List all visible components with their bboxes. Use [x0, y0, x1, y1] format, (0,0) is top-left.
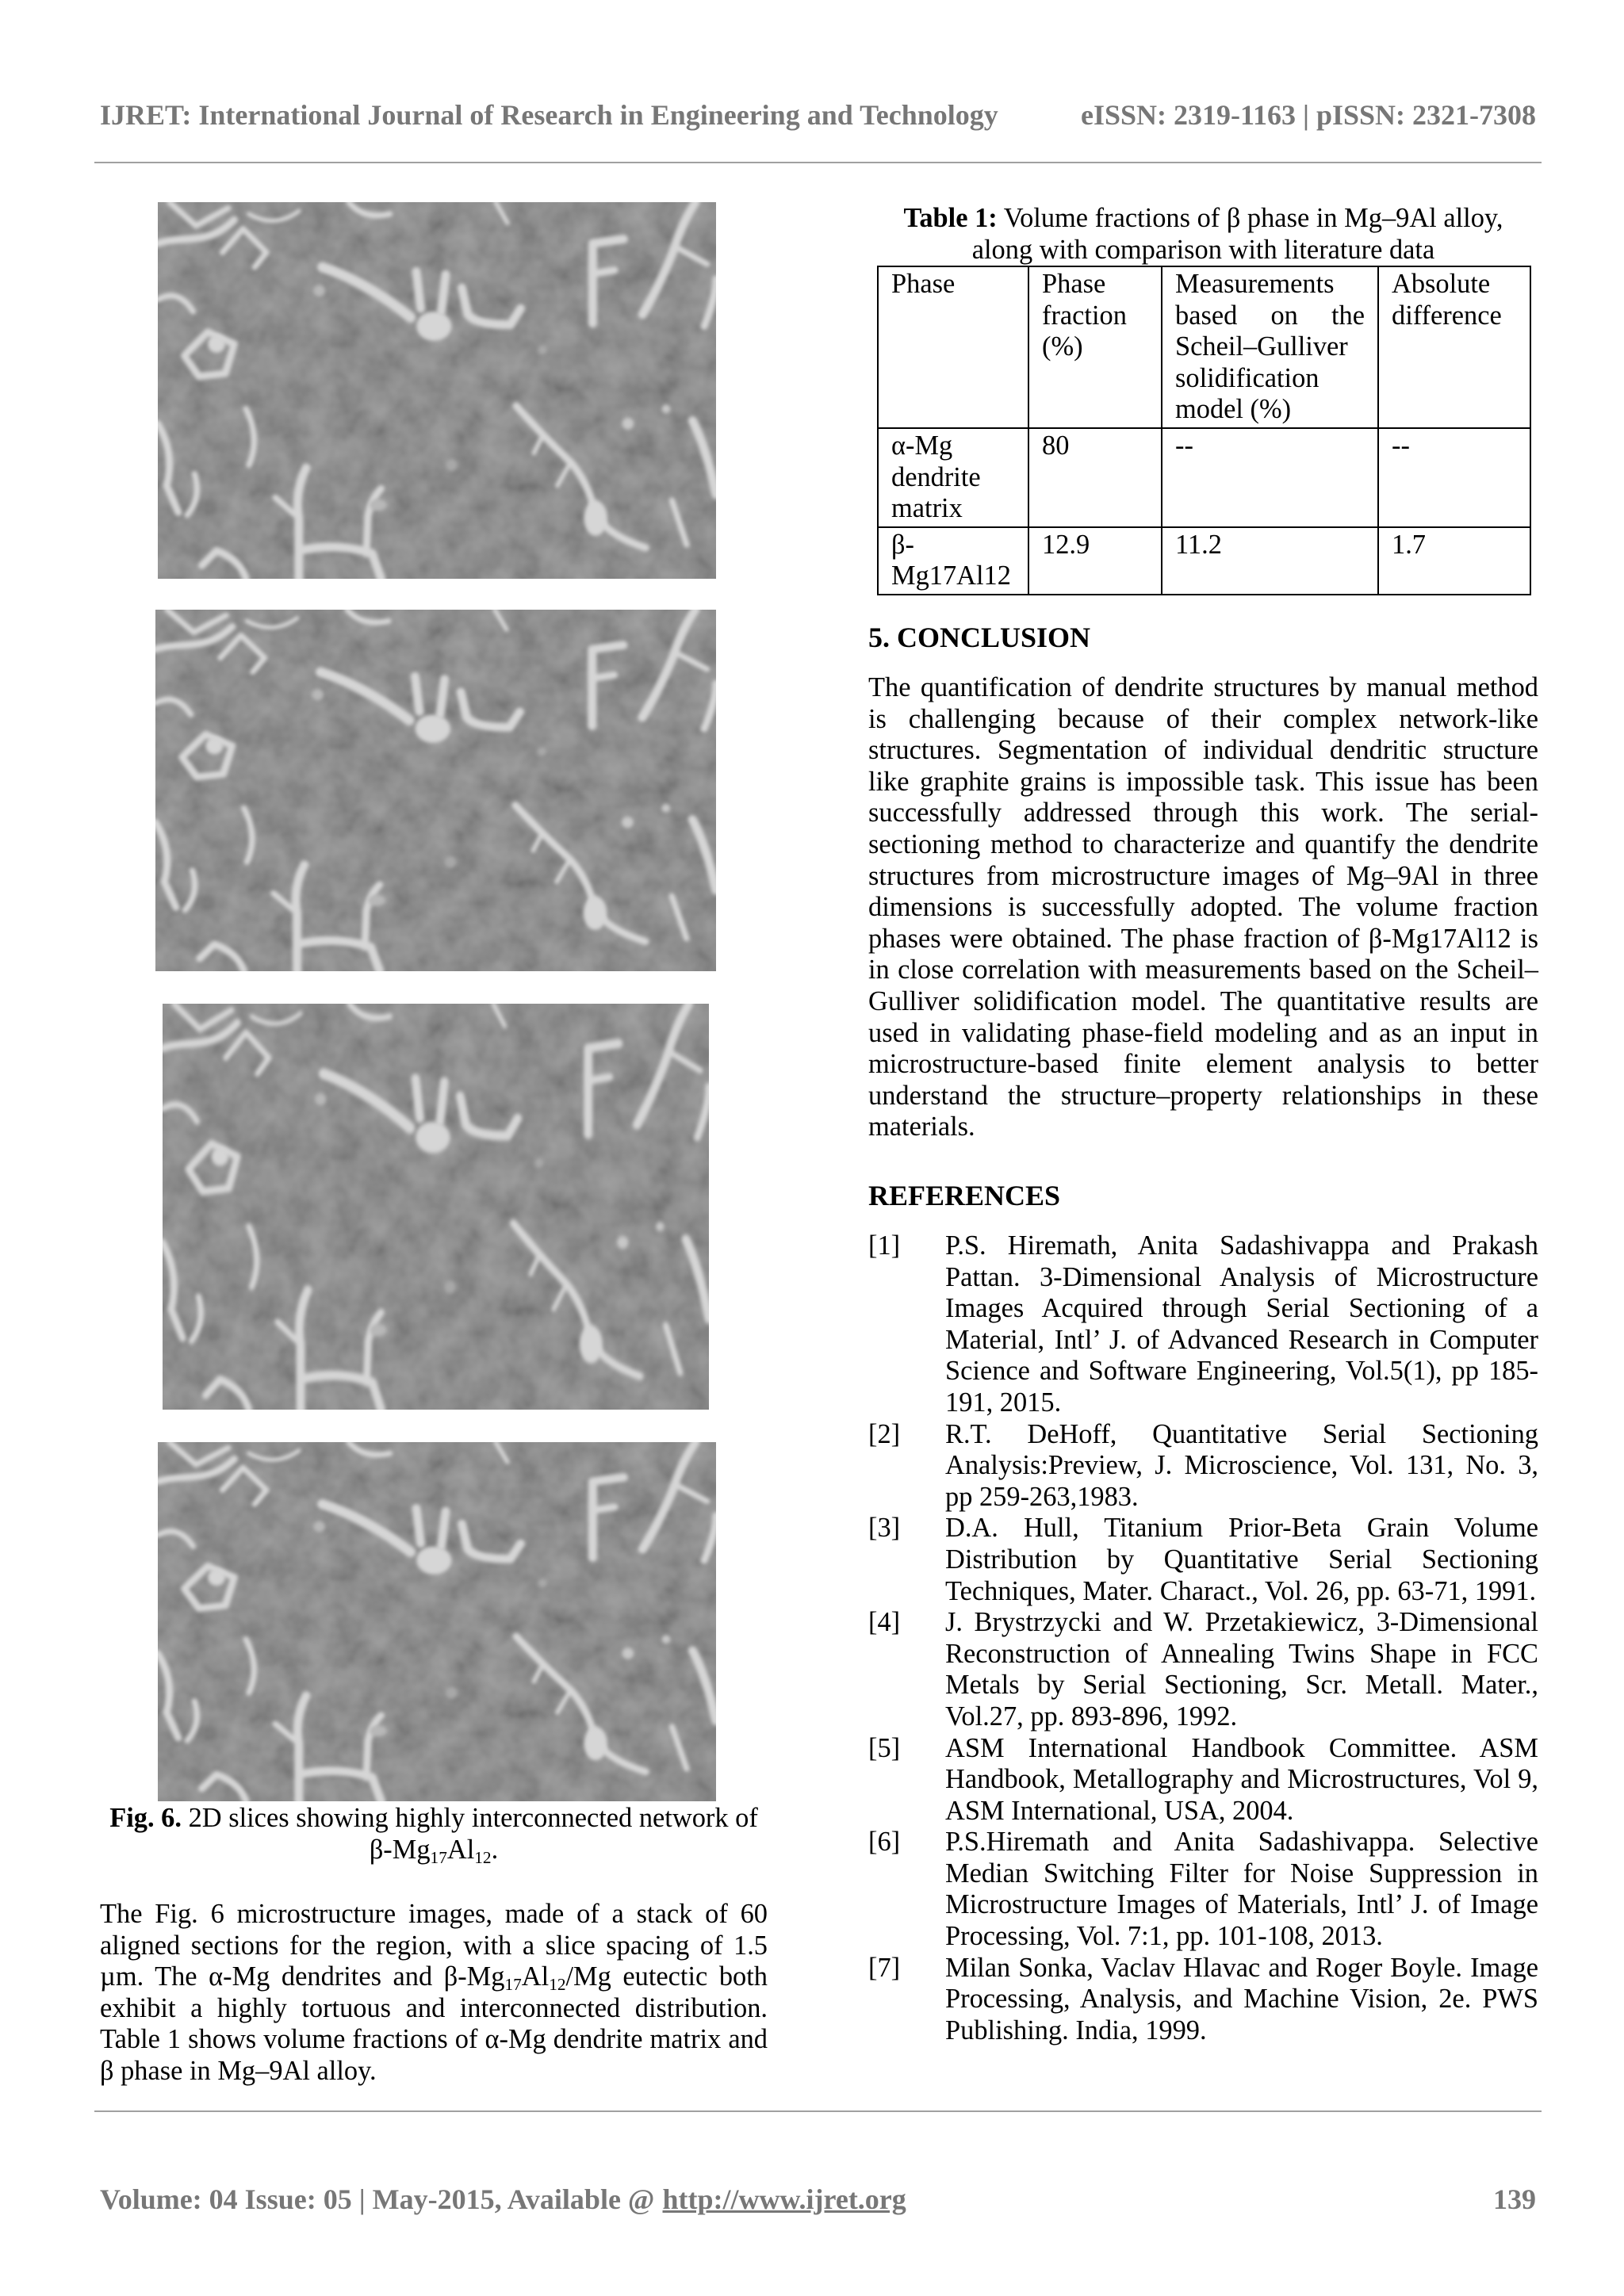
page-number: 139 — [1493, 2183, 1536, 2215]
reference-number: [2] — [868, 1418, 901, 1449]
reference-number: [7] — [868, 1952, 901, 1983]
table-cell: 80 — [1028, 428, 1162, 527]
paragraph-text: /Mg eutectic both exhibit a highly tortuous and interconnected distribution. Table 1 shows volume fractions of α-Mg dendrite matrix and β phase in Mg–9Al alloy. — [100, 1961, 768, 2086]
reference-text: R.T. DeHoff, Quantitative Serial Sectioning Analysis:Preview, J. Microscience, Vol. 131, No. 3, pp 259-263,1983. — [945, 1418, 1538, 1512]
reference-text: Milan Sonka, Vaclav Hlavac and Roger Boyle. Image Processing, Analysis, and Machine Vision, 2e. PWS Publishing. India, 1999. — [945, 1952, 1538, 2045]
table-header-row — [878, 266, 1530, 428]
reference-item — [868, 1513, 1538, 1607]
journal-title: IJRET: International Journal of Research in Engineering and Technology — [100, 99, 998, 131]
micrograph-slice-1 — [158, 202, 716, 579]
journal-website-link[interactable]: http://www.ijret.org — [662, 2183, 906, 2215]
table-caption — [868, 203, 1538, 266]
reference-item — [868, 1733, 1538, 1827]
table-cell: 1.7 — [1378, 527, 1530, 595]
reference-number: [4] — [868, 1607, 901, 1638]
subscript: 17 — [504, 1975, 522, 1995]
micrograph-slice-2 — [155, 610, 716, 971]
column-header: Phase fraction (%) — [1028, 266, 1162, 428]
figure-caption — [100, 1803, 768, 1866]
reference-item — [868, 1827, 1538, 1952]
conclusion-paragraph: The quantification of dendrite structures by manual method is challenging because of their complex network-like structures. Segmentation of individual dendritic structure like graphite grains is impossible task. This issue has been successfully addressed through this work. The serial-sectioning method to characterize and quantify the dendrite structures from microstructure images of Mg–9Al in three dimensions is successfully adopted. The volume fraction phases were obtained. The phase fraction of β-Mg17Al12 is in close correlation with measurements based on the Scheil–Gulliver solidification model. The quantitative results are used in validating phase-field modeling and as an input in microstructure-based finite element analysis to better understand the structure–property relationships in these materials. — [868, 672, 1538, 1142]
reference-text: ASM International Handbook Committee. ASM Handbook, Metallography and Microstructures, Vol 9, ASM International, USA, 2004. — [945, 1732, 1538, 1826]
figure-description-paragraph — [100, 1899, 768, 2087]
paragraph-text: Al — [521, 1961, 550, 1992]
figure-label: Fig. 6. — [109, 1803, 182, 1833]
column-header: Phase — [878, 266, 1028, 428]
table-row — [878, 527, 1530, 595]
reference-item — [868, 1419, 1538, 1513]
conclusion-heading: 5. CONCLUSION — [868, 622, 1091, 653]
references-heading: REFERENCES — [868, 1180, 1061, 1211]
reference-text: D.A. Hull, Titanium Prior-Beta Grain Volume Distribution by Quantitative Serial Sectioning Techniques, Mater. Charact., Vol. 26, pp. 63-71, 1991. — [945, 1513, 1538, 1606]
table-caption-line-2: along with comparison with literature data — [971, 234, 1435, 265]
micrograph-slice-4 — [158, 1442, 716, 1801]
table-caption-text: Volume fractions of β phase in Mg–9Al alloy, — [1003, 203, 1503, 233]
reference-text: P.S. Hiremath, Anita Sadashivappa and Prakash Pattan. 3-Dimensional Analysis of Microstructure Images Acquired through Serial Sectioning of a Material, Intl’ J. of Advanced Research in Computer Science and Software Engineering, Vol.5(1), pp 185-191, 2015. — [945, 1230, 1538, 1418]
subscript: 12 — [549, 1975, 566, 1995]
formula-part: Al — [446, 1834, 475, 1865]
formula-part: β-Mg — [369, 1834, 431, 1865]
paragraph-text: The Fig. 6 microstructure images, made of a stack of 60 aligned sections for the region, with a slice spacing of 1.5 µm. The α-Mg dendrites and β-Mg — [100, 1899, 768, 1992]
phase-fraction-table — [877, 266, 1531, 595]
footer-issue-info — [100, 2183, 906, 2216]
reference-number: [1] — [868, 1230, 901, 1261]
table-row — [878, 428, 1530, 527]
column-header: Measurements based on the Scheil–Gulliver solidification model (%) — [1162, 266, 1378, 428]
figure-caption-line-2 — [100, 1835, 768, 1866]
reference-item — [868, 1230, 1538, 1419]
column-header: Absolute difference — [1378, 266, 1530, 428]
subscript: 12 — [474, 1847, 492, 1867]
reference-number: [6] — [868, 1827, 901, 1858]
issn-numbers: eISSN: 2319-1163 | pISSN: 2321-7308 — [1081, 99, 1536, 131]
figure-caption-line-1 — [100, 1803, 768, 1835]
table-label: Table 1: — [903, 203, 998, 233]
table-cell: -- — [1378, 428, 1530, 527]
reference-text: P.S.Hiremath and Anita Sadashivappa. Selective Median Switching Filter for Noise Suppression in Microstructure Images of Materials, Intl’ J. of Image Processing, Vol. 7:1, pp. 101-108, 2013. — [945, 1827, 1538, 1952]
table-cell: β-Mg17Al12 — [878, 527, 1028, 595]
footer-volume-text: Volume: 04 Issue: 05 | May-2015, Available @ — [100, 2183, 655, 2215]
reference-number: [5] — [868, 1732, 901, 1763]
header-divider — [94, 162, 1542, 163]
table-cell: 11.2 — [1162, 527, 1378, 595]
table-cell: α-Mg dendrite matrix — [878, 428, 1028, 527]
running-header — [100, 98, 1536, 132]
footer-divider — [94, 2110, 1542, 2112]
table-cell: 12.9 — [1028, 527, 1162, 595]
figure-caption-text: 2D slices showing highly interconnected network of — [188, 1803, 758, 1833]
reference-text: J. Brystrzycki and W. Przetakiewicz, 3-Dimensional Reconstruction of Annealing Twins Shape in FCC Metals by Serial Sectioning, Scr. Metall. Mater., Vol.27, pp. 893-896, 1992. — [945, 1607, 1538, 1732]
running-footer — [100, 2183, 1536, 2216]
reference-list — [868, 1230, 1538, 2046]
table-caption-line-1 — [868, 203, 1538, 235]
reference-number: [3] — [868, 1513, 901, 1544]
subscript: 17 — [430, 1847, 447, 1867]
reference-item — [868, 1607, 1538, 1732]
formula-part: . — [491, 1834, 499, 1865]
micrograph-slice-3 — [163, 1004, 709, 1410]
reference-item — [868, 1953, 1538, 2047]
table-cell: -- — [1162, 428, 1378, 527]
